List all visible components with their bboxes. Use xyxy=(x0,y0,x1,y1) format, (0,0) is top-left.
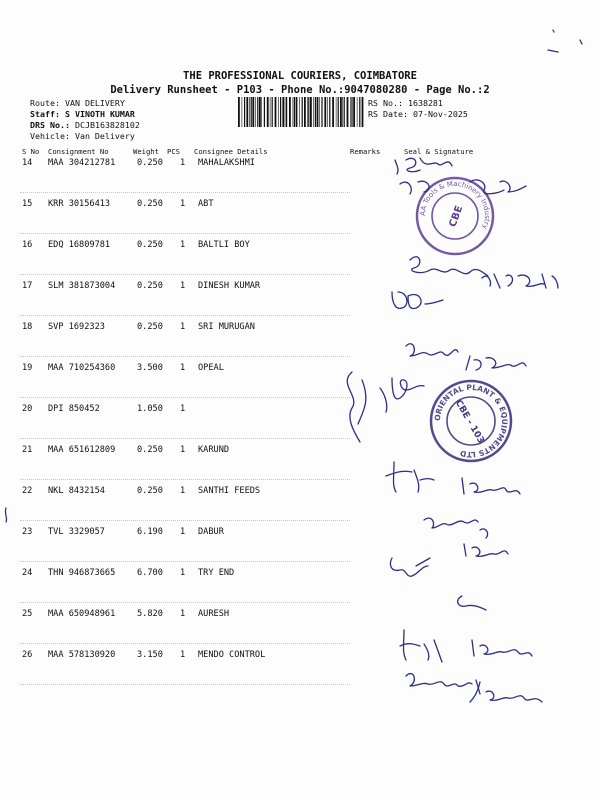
signature-row-23 xyxy=(424,518,488,538)
row-sno: 16 xyxy=(22,240,33,250)
signature-row-26 xyxy=(406,674,480,694)
row-weight: 0.250 xyxy=(137,158,163,168)
row-consignment-no: SVP 1692323 xyxy=(48,322,105,332)
row-consignee: KARUND xyxy=(198,445,230,455)
signature-row-24 xyxy=(390,558,430,576)
row-sno: 22 xyxy=(22,486,33,496)
col-seal-signature: Seal & Signature xyxy=(404,147,474,156)
signature-row-16 xyxy=(410,257,488,276)
row-pcs: 1 xyxy=(180,404,186,414)
drs-label: DRS No.: xyxy=(30,120,70,130)
row-pcs: 1 xyxy=(180,199,186,209)
signature-row-17 xyxy=(392,292,443,309)
row-pcs: 1 xyxy=(180,527,186,537)
row-consignee: DABUR xyxy=(198,527,224,537)
row-consignee: MENDO CONTROL xyxy=(198,650,266,660)
staff-name: S VINOTH KUMAR xyxy=(64,109,135,119)
row-sno: 19 xyxy=(22,363,33,373)
row-pcs: 1 xyxy=(180,363,186,373)
row-weight: 0.250 xyxy=(137,322,163,332)
vehicle-info: Vehicle: Van Delivery xyxy=(30,131,135,141)
row-consignment-no: MAA 650948961 xyxy=(48,609,116,619)
row-consignment-no: DPI 850452 xyxy=(48,404,100,414)
signature-row-14 xyxy=(395,158,452,174)
staff-label: Staff: xyxy=(30,109,60,119)
row-weight: 6.700 xyxy=(137,568,163,578)
row-sno: 24 xyxy=(22,568,33,578)
row-weight: 0.250 xyxy=(137,486,163,496)
row-pcs: 1 xyxy=(180,486,186,496)
row-sno: 17 xyxy=(22,281,33,291)
drs-number: DCJB163828102 xyxy=(74,120,140,130)
row-sno: 20 xyxy=(22,404,33,414)
row-weight: 0.250 xyxy=(137,240,163,250)
row-consignment-no: THN 946873665 xyxy=(48,568,116,578)
stamp-2-inner-text: CBE - 103 xyxy=(452,398,486,446)
corner-marks xyxy=(548,30,582,52)
row-pcs: 1 xyxy=(180,568,186,578)
runsheet-title: Delivery Runsheet - P103 - Phone No.:9047080280 - Page No.:2 xyxy=(110,84,490,96)
stamp-1-outer-text: AA Tools & Machinery Industry xyxy=(418,179,492,231)
row-consignee: DINESH KUMAR xyxy=(198,281,261,291)
row-sno: 14 xyxy=(22,158,33,168)
col-consignee: Consignee Details xyxy=(194,147,268,156)
row-consignee: OPEAL xyxy=(198,363,224,373)
row-sno: 18 xyxy=(22,322,33,332)
row-consignee: SRI MURUGAN xyxy=(198,322,255,332)
row-weight: 5.820 xyxy=(137,609,163,619)
row-pcs: 1 xyxy=(180,609,186,619)
row-weight: 0.250 xyxy=(137,199,163,209)
row-consignment-no: TVL 3329057 xyxy=(48,527,105,537)
row-consignment-no: NKL 8432154 xyxy=(48,486,105,496)
row-weight: 1.050 xyxy=(137,404,163,414)
row-pcs: 1 xyxy=(180,445,186,455)
signature-row-19 xyxy=(347,372,424,442)
row-weight: 3.150 xyxy=(137,650,163,660)
row-consignment-no: MAA 578130920 xyxy=(48,650,116,660)
row-consignment-no: MAA 710254360 xyxy=(48,363,116,373)
row-consignment-no: MAA 651612809 xyxy=(48,445,116,455)
row-consignment-no: EDQ 16809781 xyxy=(48,240,111,250)
rs-number: RS No.: 1638281 xyxy=(368,98,443,108)
row-weight: 3.500 xyxy=(137,363,163,373)
signature-row-25 xyxy=(458,596,486,610)
rs-date: RS Date: 07-Nov-2025 xyxy=(368,109,468,119)
row-consignment-no: MAA 304212781 xyxy=(48,158,116,168)
row-pcs: 1 xyxy=(180,650,186,660)
col-sno: S No xyxy=(22,147,40,156)
row-sno: 23 xyxy=(22,527,33,537)
row-sno: 26 xyxy=(22,650,33,660)
row-sno: 15 xyxy=(22,199,33,209)
row-weight: 0.250 xyxy=(137,445,163,455)
row-consignee: TRY END xyxy=(198,568,235,578)
row-consignment-no: SLM 381873004 xyxy=(48,281,116,291)
row-consignment-no: KRR 30156413 xyxy=(48,199,111,209)
row-pcs: 1 xyxy=(180,158,186,168)
row-weight: 6.190 xyxy=(137,527,163,537)
company-name: THE PROFESSIONAL COURIERS, COIMBATORE xyxy=(183,70,417,82)
row-sno: 21 xyxy=(22,445,33,455)
stamp-1-inner-text: CBE xyxy=(447,204,466,229)
row-consignee: ABT xyxy=(198,199,214,209)
signature-row-22 xyxy=(386,462,434,492)
row-weight: 0.250 xyxy=(137,281,163,291)
row-pcs: 1 xyxy=(180,281,186,291)
row-consignee: AURESH xyxy=(198,609,230,619)
row-consignee: MAHALAKSHMI xyxy=(198,158,255,168)
stamp-2-outer-text: ORIENTAL PLANT & EQUIPMENTS LTD xyxy=(432,382,510,460)
row-consignee: BALTLI BOY xyxy=(198,240,250,250)
col-remarks: Remarks xyxy=(350,147,381,156)
col-weight: Weight xyxy=(133,147,159,156)
row-pcs: 1 xyxy=(180,322,186,332)
row-consignee: SANTHI FEEDS xyxy=(198,486,261,496)
signature-row-18 xyxy=(406,344,458,356)
col-consignment: Consignment No xyxy=(48,147,109,156)
row-pcs: 1 xyxy=(180,240,186,250)
col-pcs: PCS xyxy=(167,147,180,156)
route-info: Route: VAN DELIVERY xyxy=(30,98,125,108)
row-sno: 25 xyxy=(22,609,33,619)
